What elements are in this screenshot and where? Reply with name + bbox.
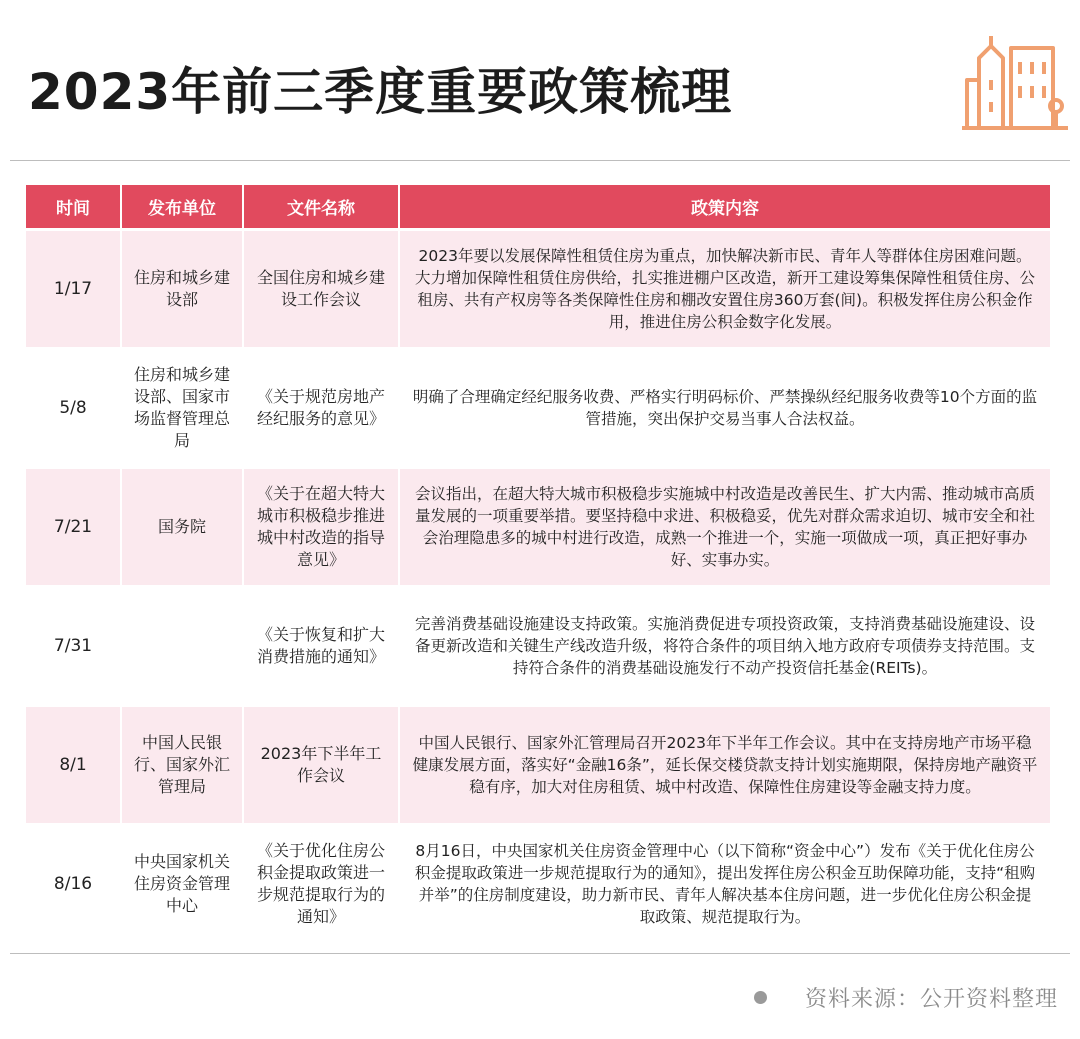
- page-title: 2023年前三季度重要政策梳理: [28, 63, 733, 121]
- source-note: [754, 982, 1058, 1013]
- bottom-divider: [10, 953, 1070, 954]
- header-content: 政策内容: [691, 199, 759, 219]
- table-row: [26, 350, 1050, 466]
- cell-content: 2023年要以发展保障性租赁住房为重点，加快解决新市民、青年人等群体住房困难问题。大力增加保障性租赁住房供给，扎实推进棚户区改造，新开工建设筹集保障性租赁住房、公租房、共有产权房等各类保障性住房和棚改安置住房360万套(间)。积极发挥住房公积金作用，推进住房公积金数字化发展。: [414, 247, 1035, 331]
- table-row: [26, 231, 1050, 347]
- header-unit: 发布单位: [122, 185, 244, 228]
- cell-unit: 中国人民银行、国家外汇管理局: [122, 707, 244, 823]
- table-row: [26, 707, 1050, 823]
- cell-document: 2023年下半年工作会议: [244, 707, 400, 823]
- cell-content: 会议指出，在超大特大城市积极稳步实施城中村改造是改善民生、扩大内需、推动城市高质量发展的一项重要举措。要坚持稳中求进、积极稳妥，优先对群众需求迫切、城市安全和社会治理隐患多的城中村进行改造，成熟一个推进一个，实施一项做成一项，真正把好事办好、实事办实。: [414, 485, 1035, 569]
- cell-unit: 中央国家机关住房资金管理中心: [122, 826, 244, 942]
- cell-document: 全国住房和城乡建设工作会议: [244, 231, 400, 347]
- cell-document: 《关于优化住房公积金提取政策进一步规范提取行为的通知》: [244, 826, 400, 942]
- cell-unit: 住房和城乡建设部: [122, 231, 244, 347]
- header-date: 时间: [26, 185, 122, 228]
- cell-content: 8月16日，中央国家机关住房资金管理中心（以下简称“资金中心”）发布《关于优化住房公积金提取政策进一步规范提取行为的通知》，提出发挥住房公积金互助保障功能，支持“租购并举”的住房制度建设，助力新市民、青年人解决基本住房问题，进一步优化住房公积金提取政策、规范提取行为。: [414, 842, 1036, 926]
- cell-date: 8/16: [26, 826, 122, 942]
- top-divider: [10, 160, 1070, 161]
- cell-date: 7/21: [26, 469, 122, 585]
- dot-icon: [754, 991, 767, 1004]
- cell-content: 明确了合理确定经纪服务收费、严格实行明码标价、严禁操纵经纪服务收费等10个方面的监管措施，突出保护交易当事人合法权益。: [412, 388, 1038, 428]
- header-document: 文件名称: [244, 185, 400, 228]
- source-text: 资料来源：公开资料整理: [804, 987, 1058, 1012]
- cell-document: 《关于在超大特大城市积极稳步推进城中村改造的指导意见》: [244, 469, 400, 585]
- cell-content: 完善消费基础设施建设支持政策。实施消费促进专项投资政策，支持消费基础设施建设、设备更新改造和关键生产线改造升级，将符合条件的项目纳入地方政府专项债券支持范围。支持符合条件的消费基础设施发行不动产投资信托基金(REITs)。: [414, 615, 1035, 677]
- cell-document: 《关于恢复和扩大消费措施的通知》: [244, 588, 400, 704]
- table-row: [26, 826, 1050, 942]
- cell-date: 8/1: [26, 707, 122, 823]
- cell-content: 中国人民银行、国家外汇管理局召开2023年下半年工作会议。其中在支持房地产市场平稳健康发展方面，落实好“金融16条”，延长保交楼贷款支持计划实施期限，保持房地产融资平稳有序，加大对住房租赁、城中村改造、保障性住房建设等金融支持力度。: [412, 734, 1038, 796]
- cell-unit: 国务院: [122, 469, 244, 585]
- table-header: [26, 185, 1050, 228]
- table-row: [26, 588, 1050, 704]
- policy-table: [26, 185, 1050, 942]
- city-buildings-icon: [962, 30, 1068, 134]
- cell-unit: [122, 588, 244, 704]
- table-row: [26, 469, 1050, 585]
- cell-date: 7/31: [26, 588, 122, 704]
- cell-unit: 住房和城乡建设部、国家市场监督管理总局: [122, 350, 244, 466]
- cell-document: 《关于规范房地产经纪服务的意见》: [244, 350, 400, 466]
- cell-date: 5/8: [26, 350, 122, 466]
- cell-date: 1/17: [26, 231, 122, 347]
- header: [0, 0, 1080, 160]
